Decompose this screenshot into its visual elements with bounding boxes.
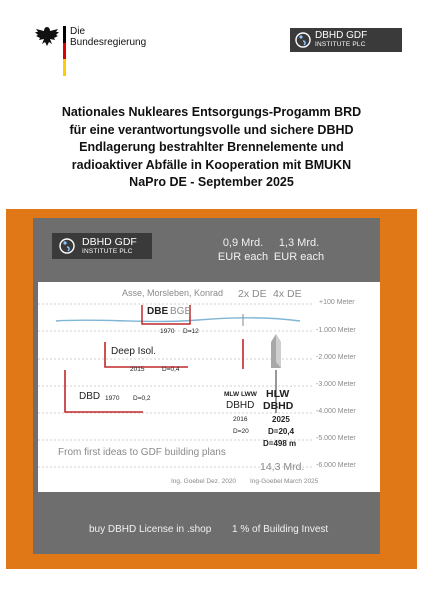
org-line2: Bundesregierung — [70, 37, 147, 48]
ideas-caption: From first ideas to GDF building plans — [58, 447, 226, 458]
total-cost: 14,3 Mrd. — [260, 461, 305, 473]
label-2x-de: 2x DE — [238, 288, 267, 300]
dbe-year: 1970 — [160, 328, 175, 335]
dbe-d: D=12 — [183, 328, 199, 335]
credit-2020: Ing. Goebel Dez. 2020 — [171, 478, 237, 485]
title-line4: radioaktiver Abfälle in Kooperation mit BMUKN — [71, 157, 352, 172]
title-line1: Nationales Nukleares Entsorgungs-Progamm BRD — [61, 105, 362, 119]
dbe-label: DBE — [147, 306, 169, 317]
deep-isol-label: Deep Isol. — [111, 346, 157, 357]
government-wordmark — [70, 26, 146, 48]
dbd-d: D=0,2 — [133, 395, 151, 402]
sites-label: Asse, Morsleben, Konrad — [122, 288, 224, 298]
title-line5: NaPro DE - September 2025 — [129, 175, 294, 189]
cost-each-2 — [270, 236, 328, 264]
license-link-text: buy DBHD License in .shop — [89, 524, 212, 535]
surface-line — [56, 318, 300, 322]
depth-label-100: +100 Meter — [319, 299, 355, 306]
depth-label-4000: -4.000 Meter — [316, 408, 356, 415]
depth-label-3000: -3.000 Meter — [316, 381, 356, 388]
credit-2025: Ing-Goebel March 2025 — [250, 478, 319, 485]
dbhd-2025-d2: D=498 m — [263, 439, 297, 448]
institute-logo-poster — [52, 233, 152, 259]
mlw-lww-label: MLW LWW — [224, 391, 257, 398]
german-flag-bar — [63, 26, 66, 76]
cost2-amount: 1,3 Mrd. — [278, 237, 320, 249]
dbd-label: DBD — [79, 391, 101, 402]
dbhd-2016-d: D=20 — [233, 428, 249, 435]
label-4x-de: 4x DE — [273, 288, 302, 300]
dbd-bracket — [65, 370, 143, 412]
cost2-unit: EUR each — [273, 251, 325, 263]
depth-label-2000: -2.000 Meter — [316, 354, 356, 361]
dbhd-2016-year: 2016 — [233, 416, 248, 423]
document-title — [20, 104, 403, 192]
hlw-label: HLW — [266, 388, 290, 400]
cost1-amount: 0,9 Mrd. — [222, 237, 264, 249]
repository-depth-chart — [38, 282, 380, 492]
federal-eagle-icon — [34, 26, 60, 48]
dbhd-2025-year: 2025 — [272, 415, 290, 424]
bge-label: BGE — [170, 306, 192, 317]
logo-name: DBHD GDF — [315, 30, 368, 41]
dbd-year: 1970 — [105, 395, 120, 402]
depth-label-5000: -5.000 Meter — [316, 435, 356, 442]
title-line3: Endlagerung bestrahlter Brennelemente und — [79, 140, 344, 154]
deep-isol-d: D=0,4 — [162, 366, 180, 373]
invest-text: 1 % of Building Invest — [232, 524, 329, 535]
poster-logo-name: DBHD GDF — [82, 236, 137, 248]
dbhd-2025-d1: D=20,4 — [268, 427, 295, 436]
depth-label-6000: -6.000 Meter — [316, 462, 356, 469]
institute-mark-icon — [58, 237, 76, 255]
deep-isol-year: 2015 — [130, 366, 145, 373]
org-line1: Die — [70, 26, 86, 37]
depth-label-1000: -1.000 Meter — [316, 327, 356, 334]
dbhd-2025-label: DBHD — [263, 400, 294, 412]
cost-each-1 — [214, 236, 272, 264]
dbhd-2016-label: DBHD — [226, 400, 255, 411]
cost1-unit: EUR each — [217, 251, 269, 263]
logo-subtitle: INSTITUTE PLC — [315, 41, 366, 48]
institute-mark-icon — [295, 31, 311, 49]
poster-logo-subtitle: INSTITUTE PLC — [82, 248, 133, 255]
institute-logo-top — [290, 28, 402, 52]
title-line2: für eine verantwortungsvolle und sichere DBHD — [69, 122, 354, 137]
